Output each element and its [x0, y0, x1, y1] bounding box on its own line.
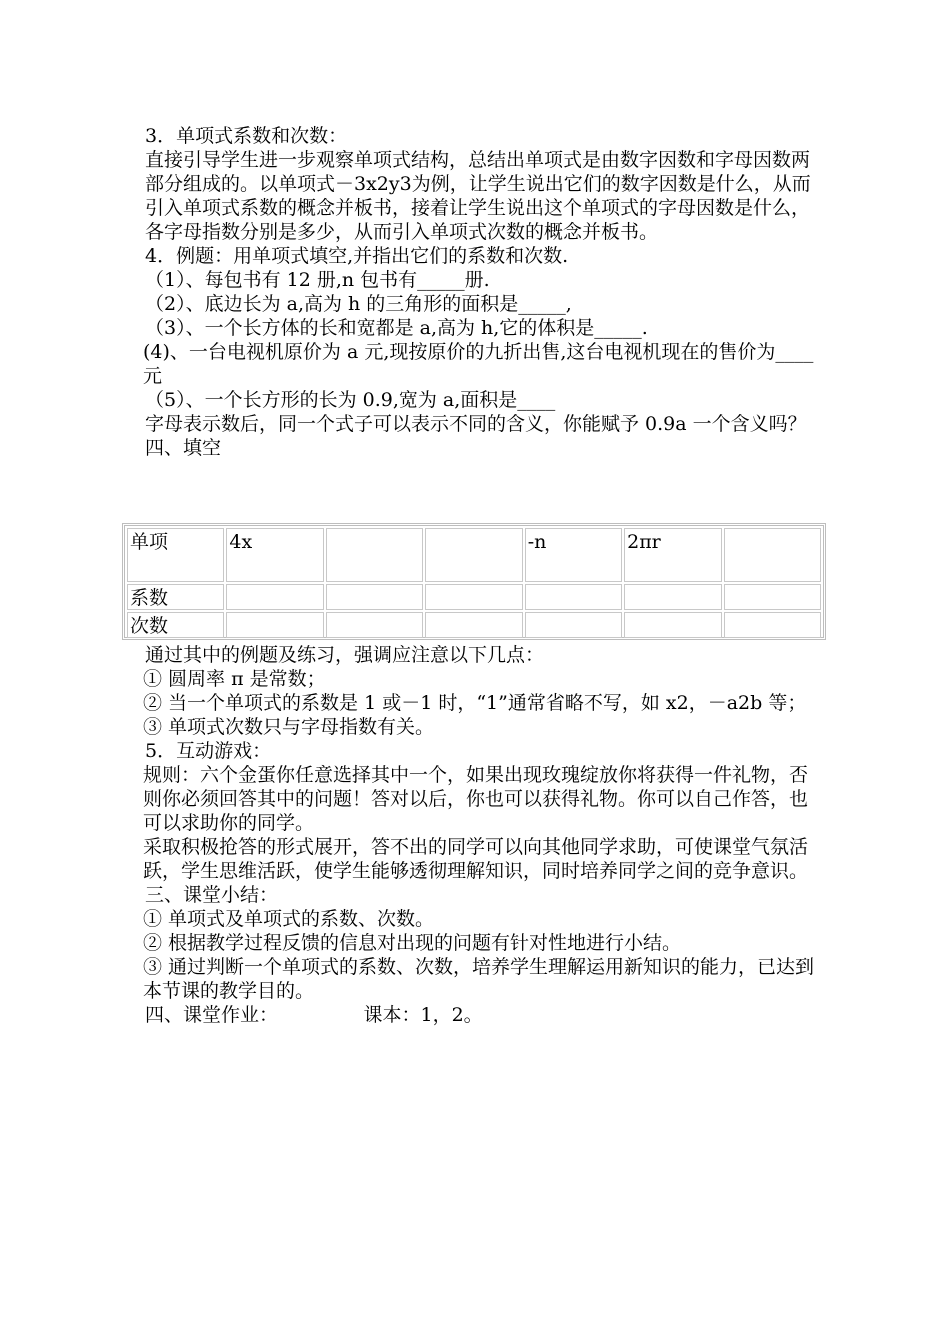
- table-cell: 系数: [127, 584, 224, 610]
- paragraph-meaning-question: 字母表示数后，同一个式子可以表示不同的含义，你能赋予 0.9a 一个含义吗？: [145, 413, 807, 435]
- example-item-1: （1）、每包书有 12 册,n 包书有_____册.: [145, 269, 490, 291]
- note-3: ③ 单项式次数只与字母指数有关。: [143, 716, 435, 738]
- document-body-upper: [145, 124, 825, 460]
- table-cell: [326, 612, 423, 638]
- example-item-3: （3）、一个长方体的长和宽都是 a,高为 h,它的体积是_____.: [145, 317, 648, 339]
- section-heading-fill-in: 四、填空: [145, 437, 222, 459]
- table-cell: 单项: [127, 528, 224, 582]
- section-heading-homework: 四、课堂作业： 课本：1，2。: [145, 1004, 483, 1026]
- table-cell: [525, 612, 622, 638]
- table-row: [127, 584, 821, 610]
- section-heading-monomial-coefficient-degree: 3．单项式系数和次数：: [145, 125, 348, 147]
- table-cell: [624, 584, 721, 610]
- table-cell: [425, 528, 522, 582]
- table-cell: [226, 584, 323, 610]
- note-2: ② 当一个单项式的系数是 1 或－1 时，“1”通常省略不写，如 x2，－a2b 等；: [143, 692, 807, 714]
- section-heading-game: 5．互动游戏：: [145, 740, 272, 762]
- section-heading-summary: 三、课堂小结：: [145, 884, 279, 906]
- table-cell: [724, 584, 821, 610]
- table-cell: 次数: [127, 612, 224, 638]
- table-cell: -n: [525, 528, 622, 582]
- example-item-5: （5）、一个长方形的长为 0.9,宽为 a,面积是____: [145, 389, 556, 411]
- table-cell: 4x: [226, 528, 323, 582]
- table-cell: [425, 584, 522, 610]
- example-item-2: （2）、底边长为 a,高为 h 的三角形的面积是_____,: [145, 293, 572, 315]
- fill-in-table-grid: [125, 526, 823, 640]
- table-cell: [425, 612, 522, 638]
- paragraph-game-format: 采取积极抢答的形式展开，答不出的同学可以向其他同学求助，可使课堂气氛活跃，学生思维活跃，使学生能够透彻理解知识，同时培养同学之间的竞争意识。: [143, 836, 809, 882]
- table-cell: [724, 528, 821, 582]
- summary-item-2: ② 根据教学过程反馈的信息对出现的问题有针对性地进行小结。: [143, 932, 682, 954]
- summary-item-1: ① 单项式及单项式的系数、次数。: [143, 908, 435, 930]
- table-cell: [326, 528, 423, 582]
- fill-in-table: [122, 523, 826, 640]
- note-1: ① 圆周率 π 是常数；: [143, 668, 326, 690]
- example-item-4: (4)、一台电视机原价为 a 元,现按原价的九折出售,这台电视机现在的售价为____元: [143, 341, 814, 387]
- paragraph-game-rules: 规则：六个金蛋你任意选择其中一个，如果出现玫瑰绽放你将获得一件礼物，否则你必须回答其中的问题！答对以后，你也可以获得礼物。你可以自己作答，也可以求助你的同学。: [143, 764, 809, 834]
- summary-item-3: ③ 通过判断一个单项式的系数、次数，培养学生理解运用新知识的能力，已达到本节课的教学目的。: [143, 956, 815, 1002]
- table-cell: [525, 584, 622, 610]
- table-row: [127, 528, 821, 582]
- table-cell: [326, 584, 423, 610]
- table-cell: [724, 612, 821, 638]
- paragraph-intro: 直接引导学生进一步观察单项式结构，总结出单项式是由数字因数和字母因数两部分组成的。以单项式－3x2y3为例，让学生说出它们的数字因数是什么，从而引入单项式系数的概念并板书，接着让学生说出这个单项式的字母因数是什么，各字母指数分别是多少，从而引入单项式次数的概念并板书。: [145, 149, 811, 243]
- table-cell: [226, 612, 323, 638]
- table-row: [127, 612, 821, 638]
- table-cell: 2πr: [624, 528, 721, 582]
- section-heading-example: 4．例题：用单项式填空,并指出它们的系数和次数.: [145, 245, 569, 267]
- paragraph-emphasis: 通过其中的例题及练习，强调应注意以下几点：: [145, 644, 545, 666]
- table-cell: [624, 612, 721, 638]
- document-body-lower: [145, 643, 825, 1027]
